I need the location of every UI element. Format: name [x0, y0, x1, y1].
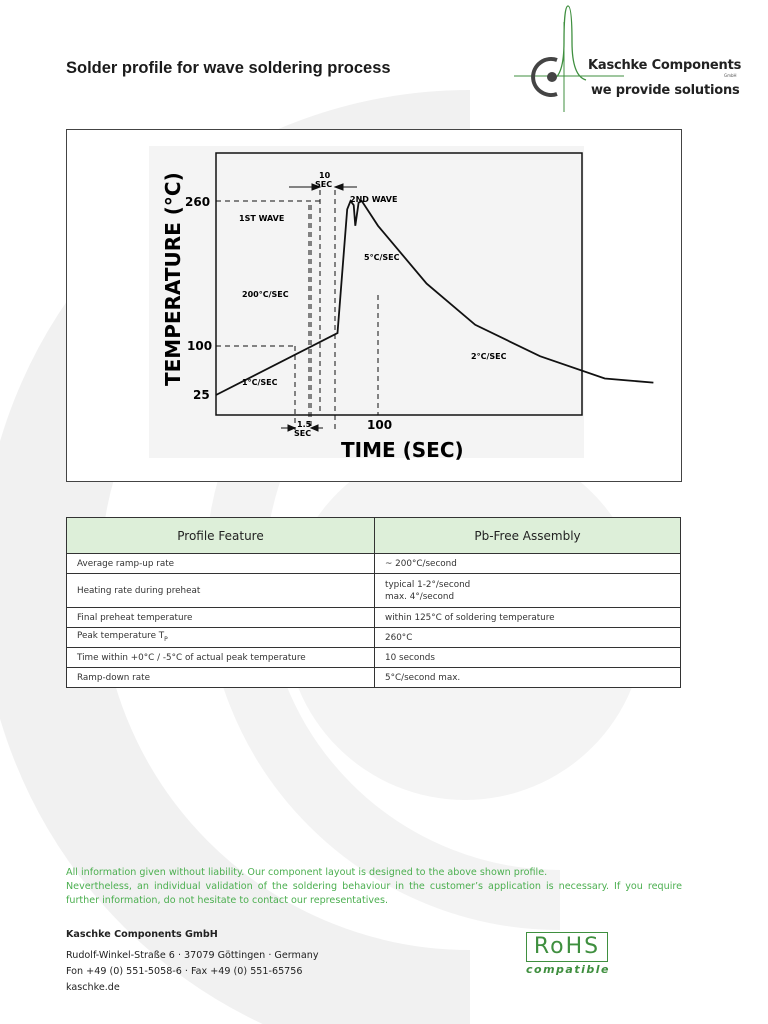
label-10: 10 [319, 171, 331, 180]
value-cell: 10 seconds [375, 648, 681, 668]
value-line: typical 1-2°/second [385, 579, 471, 590]
table-header-row [67, 518, 681, 554]
value-cell: ~ 200°C/second [375, 554, 681, 574]
company-address [66, 929, 319, 996]
label-1c-sec: 1°C/SEC [242, 378, 278, 387]
y-axis-label: TEMPERATURE (°C) [161, 172, 185, 386]
feature-cell: Final preheat temperature [67, 608, 375, 628]
label-1st-wave: 1ST WAVE [239, 214, 285, 223]
label-1-5-sec: SEC [294, 429, 312, 438]
table-row [67, 668, 681, 688]
feature-text: Peak temperature T [77, 630, 165, 641]
feature-cell: Time within +0°C / -5°C of actual peak temperature [67, 648, 375, 668]
value-cell [375, 574, 681, 608]
table-row [67, 648, 681, 668]
feature-subscript: P [164, 635, 168, 643]
logo-company-name: Kaschke Components [588, 58, 742, 73]
table-row [67, 554, 681, 574]
logo-gmbh: GmbH [724, 73, 737, 78]
header-profile-feature: Profile Feature [67, 518, 375, 554]
feature-cell: Heating rate during preheat [67, 574, 375, 608]
feature-cell: Average ramp-up rate [67, 554, 375, 574]
label-200c-sec: 200°C/SEC [242, 290, 289, 299]
rohs-label: RoHS [526, 932, 608, 962]
value-line: max. 4°/second [385, 591, 455, 602]
rohs-badge [526, 932, 612, 976]
rohs-compatible-label: compatible [526, 963, 610, 976]
table-row [67, 574, 681, 608]
table-row [67, 628, 681, 648]
y-tick-25: 25 [193, 388, 210, 402]
feature-cell [67, 628, 375, 648]
table-row [67, 608, 681, 628]
guide-lines [216, 190, 378, 430]
feature-cell: Ramp-down rate [67, 668, 375, 688]
label-1-5: 1.5 [297, 420, 312, 429]
address-company: Kaschke Components GmbH [66, 929, 218, 940]
address-phone: Fon +49 (0) 551-5058-6 · Fax +49 (0) 551-65756 [66, 966, 303, 977]
disclaimer-line: Nevertheless, an individual validation of the soldering behaviour in the customer’s application is necessary. If you require further information, do not hesitate to contact our representatives. [66, 881, 682, 906]
label-10-sec: SEC [315, 180, 333, 189]
company-logo [512, 2, 752, 114]
address-street: Rudolf-Winkel-Straße 6 · 37079 Göttingen · Germany [66, 950, 319, 961]
value-cell: 5°C/second max. [375, 668, 681, 688]
logo-slogan: we provide solutions [591, 83, 740, 98]
solder-profile-chart [66, 129, 682, 482]
label-2c-sec: 2°C/SEC [471, 352, 507, 361]
disclaimer-line: All information given without liability. Our component layout is designed to the above shown profile. [66, 867, 548, 878]
y-tick-260: 260 [185, 195, 211, 209]
value-cell: 260°C [375, 628, 681, 648]
y-tick-100: 100 [187, 339, 213, 353]
plot-area [216, 153, 582, 415]
document-title: Solder profile for wave soldering process [66, 59, 391, 77]
chart-canvas [67, 130, 681, 481]
disclaimer-text [66, 866, 682, 908]
label-2nd-wave: 2ND WAVE [350, 195, 398, 204]
address-website[interactable]: kaschke.de [66, 982, 120, 993]
profile-feature-table [66, 517, 681, 688]
label-5c-sec: 5°C/SEC [364, 253, 400, 262]
value-cell: within 125°C of soldering temperature [375, 608, 681, 628]
header-pb-free-assembly: Pb-Free Assembly [375, 518, 681, 554]
x-tick-100: 100 [367, 418, 393, 432]
x-axis-label: TIME (SEC) [341, 438, 464, 462]
